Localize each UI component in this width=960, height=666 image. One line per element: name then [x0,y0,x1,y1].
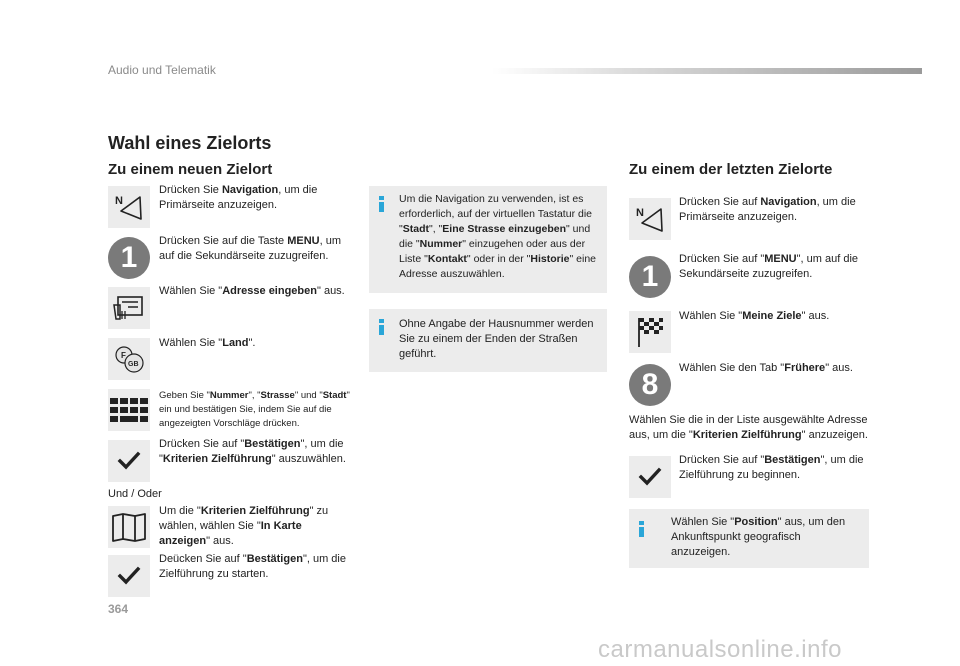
info-box-position-text: Wählen Sie "Position" aus, um den Ankunftspunkt geografisch anzuzeigen. [671,516,846,558]
right-note: Wählen Sie die in der Liste ausgewählte Adresse aus, um die "Kriterien Zielführung" anzuzeigen. [629,414,868,441]
number-1-badge: 1 [629,256,671,298]
checkmark-icon [108,555,150,597]
right-confirm-text: Drücken Sie auf "Bestätigen", um die Zielführung zu beginnen. [679,454,864,481]
left-step-5-text: Geben Sie "Nummer", "Strasse" und "Stadt" ein und bestätigen Sie, indem Sie auf die angezeigten Vorschläge drücken. [159,390,350,429]
info-box-navigation-text: Um die Navigation zu verwenden, ist es erforderlich, auf der virtuellen Tastatur die "Stadt", "Eine Strasse einzugeben" und die "Nummer" einzugehen oder aus der Liste "Kontakt" oder in der "Historie" eine Adresse auszuwählen. [399,193,597,280]
number-8-badge: 8 [629,364,671,406]
country-icon-letter-f: F [121,351,126,360]
info-box-house-number-text: Ohne Angabe der Hausnummer werden Sie zu einem der Enden der Straßen geführt. [399,318,594,360]
info-box-position [629,509,869,568]
navigation-icon [629,198,671,240]
left-step-7-text: Um die "Kriterien Zielführung" zu wählen, wählen Sie "In Karte anzeigen" aus. [159,505,329,547]
left-step-2-text: Drücken Sie auf die Taste MENU, um auf die Sekundärseite zuzugreifen. [159,235,341,262]
navigation-icon [108,186,150,228]
watermark: carmanualsonline.info [598,636,842,663]
right-step-3-text: Wählen Sie "Meine Ziele" aus. [679,310,830,322]
right-step-4-text: Wählen Sie den Tab "Frühere" aus. [679,362,853,374]
and-or-label: Und / Oder [108,488,162,500]
number-1-badge: 1 [108,237,150,279]
page-number: 364 [108,602,129,616]
info-icon [379,319,385,333]
right-step-1-text: Drücken Sie auf Navigation, um die Primärseite anzuzeigen. [679,196,856,223]
left-step-4-text: Wählen Sie "Land". [159,337,256,349]
address-entry-icon [108,287,150,329]
right-step-2-text: Drücken Sie auf "MENU", um auf die Sekundärseite zuzugreifen. [679,253,859,280]
country-icon-letter-gb: GB [128,361,139,368]
section-header: Audio und Telematik [108,63,216,77]
svg-text:N: N [636,207,644,219]
info-icon [379,196,385,210]
svg-text:N: N [115,195,123,207]
left-step-3-text: Wählen Sie "Adresse eingeben" aus. [159,285,345,297]
info-box-house-number [369,309,607,372]
checkmark-icon [108,440,150,482]
info-icon [639,521,645,535]
left-step-6-text: Drücken Sie auf "Bestätigen", um die "Kriterien Zielführung" auszuwählen. [159,438,346,465]
keyboard-icon [108,389,150,431]
page-title: Wahl eines Zielorts [108,133,272,153]
left-heading: Zu einem neuen Zielort [108,161,273,178]
left-step-8-text: Deücken Sie auf "Bestätigen", um die Zielführung zu starten. [159,553,346,580]
map-icon [108,506,150,548]
header-divider [492,68,922,74]
checkmark-icon [629,456,671,498]
info-box-navigation [369,186,607,293]
right-heading: Zu einem der letzten Zielorte [629,161,833,178]
checkered-flag-icon [629,311,671,353]
left-step-1-text: Drücken Sie Navigation, um die Primärseite anzuzeigen. [159,184,318,211]
country-icon [108,338,150,380]
